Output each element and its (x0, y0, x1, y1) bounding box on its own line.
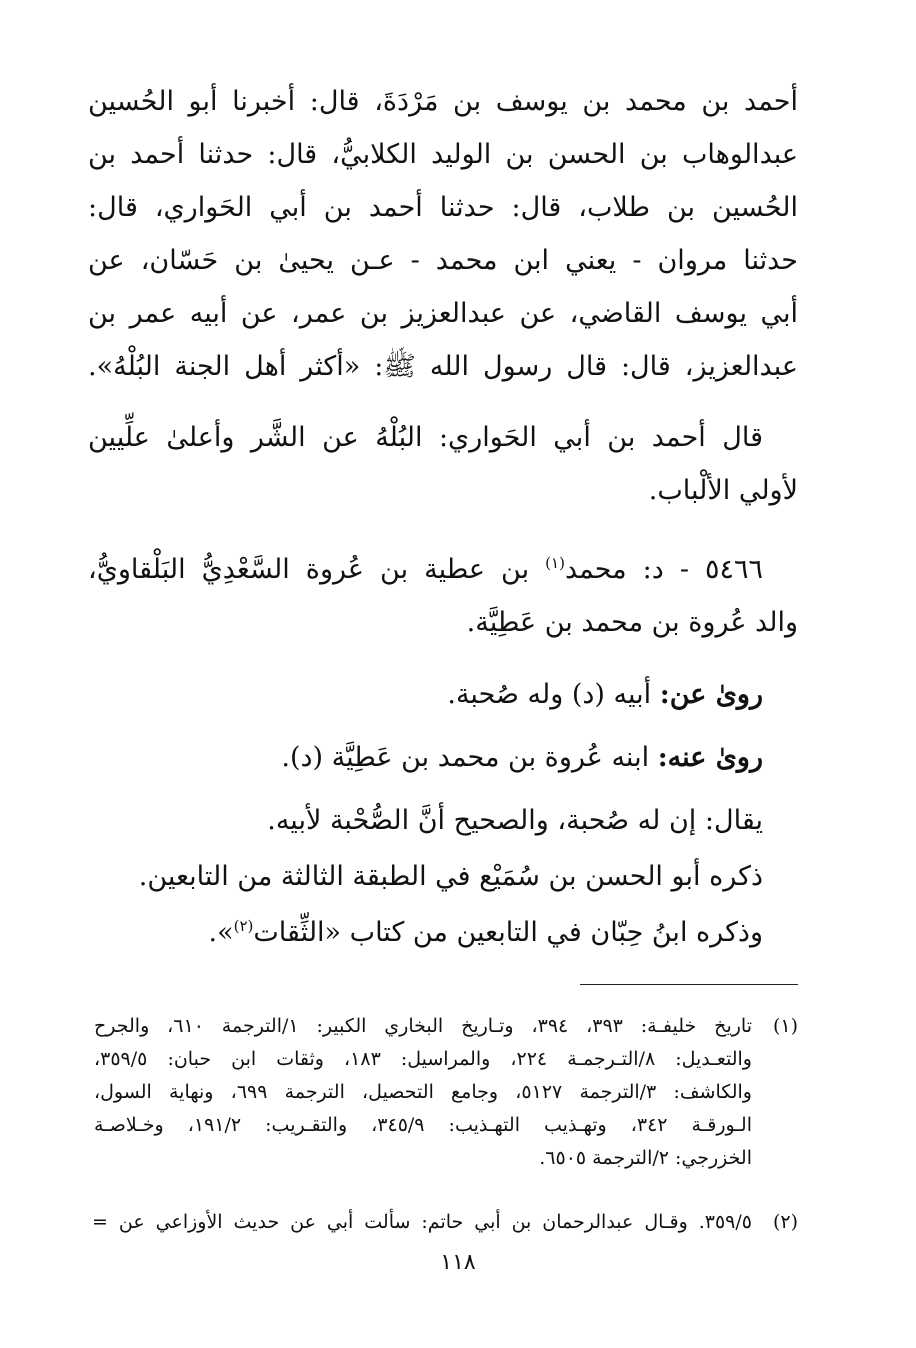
narrated-by-line (281, 738, 763, 778)
text-line: ذكره أبو الحسن بن سُمَيْع في الطبقة الثالثة من التابعين. (138, 861, 763, 892)
footnote-line: الـورقـة ٣٤٢، وتهـذيب التهـذيب: ٣٤٥/٩، والتقـريب: ١٩١/٢، وخـلاصـة (94, 1114, 753, 1136)
footnote-line: ٣٥٩/٥. وقـال عبدالرحمان بن أبي حاتم: سألت أبي عن حديث الأوزاعي عن = (92, 1211, 752, 1233)
text-line: عبدالعزيز، قال: قال رسول الله ﷺ: «أكثر أهل الجنة البُلْهُ». (88, 351, 798, 382)
footnote-number: (١) (772, 1015, 798, 1037)
entry-number-name: ٥٤٦٦ - د: محمد (564, 554, 763, 585)
footnote-line: الخزرجي: ٢/الترجمة ٦٥٠٥. (539, 1147, 752, 1169)
narrated-from-label: روىٰ عن: (659, 679, 763, 710)
text-segment: ». (208, 917, 234, 948)
footnote-2 (92, 1208, 798, 1238)
footnote-1 (94, 1012, 798, 1182)
footnote-line: والكاشف: ٣/الترجمة ٥١٢٧، وجامع التحصيل، الترجمة ٦٩٩، ونهاية السول، (94, 1081, 752, 1103)
entry-name-rest: بن عطية بن عُروة السَّعْدِيُّ البَلْقاويُّ، (88, 554, 546, 585)
text-line (208, 913, 763, 953)
text-line: عبدالوهاب بن الحسن بن الوليد الكلابيُّ، قال: حدثنا أحمد بن (88, 139, 798, 170)
narrated-by-text: ابنه عُروة بن محمد بن عَطِيَّة (د). (281, 742, 658, 773)
footnote-ref[interactable]: (٢) (233, 917, 254, 935)
text-line: والد عُروة بن محمد بن عَطِيَّة. (466, 607, 798, 638)
text-line: الحُسين بن طلاب، قال: حدثنا أحمد بن أبي الحَواري، قال: (88, 192, 798, 223)
text-segment: وذكره ابنُ حِبّان في التابعين من كتاب «الثِّقات (253, 917, 763, 948)
text-line: حدثنا مروان - يعني ابن محمد - عـن يحيىٰ بن حَسّان، عن (88, 245, 798, 276)
footnote-line: تاريخ خليفـة: ٣٩٣، ٣٩٤، وتـاريخ البخاري الكبير: ١/الترجمة ٦١٠، والجرح (94, 1015, 752, 1037)
text-line: يقال: إن له صُحبة، والصحيح أنَّ الصُّحْبة لأبيه. (267, 805, 763, 836)
footnote-line: والتعـديل: ٨/التـرجمـة ٢٢٤، والمراسيل: ١٨٣، وثقات ابن حبان: ٣٥٩/٥، (94, 1048, 752, 1070)
narrated-by-label: روىٰ عنه: (657, 742, 763, 773)
entry-heading (88, 550, 763, 590)
text-line: أبي يوسف القاضي، عن عبدالعزيز بن عمر، عن أبيه عمر بن (88, 298, 798, 329)
text-line: أحمد بن محمد بن يوسف بن مَرْدَةَ، قال: أخبرنا أبو الحُسين (88, 86, 798, 117)
text-line: لأولي الألْباب. (648, 475, 798, 506)
text-line: قال أحمد بن أبي الحَواري: البُلْهُ عن الشَّر وأعلىٰ علِّيين (88, 422, 763, 453)
narrated-from-line (447, 675, 763, 715)
footnote-number: (٢) (772, 1211, 798, 1233)
page-number: ١١٨ (440, 1250, 476, 1275)
footnote-ref[interactable]: (١) (545, 554, 565, 572)
narrated-from-text: أبيه (د) وله صُحبة. (447, 679, 660, 710)
footnote-divider (580, 984, 798, 985)
